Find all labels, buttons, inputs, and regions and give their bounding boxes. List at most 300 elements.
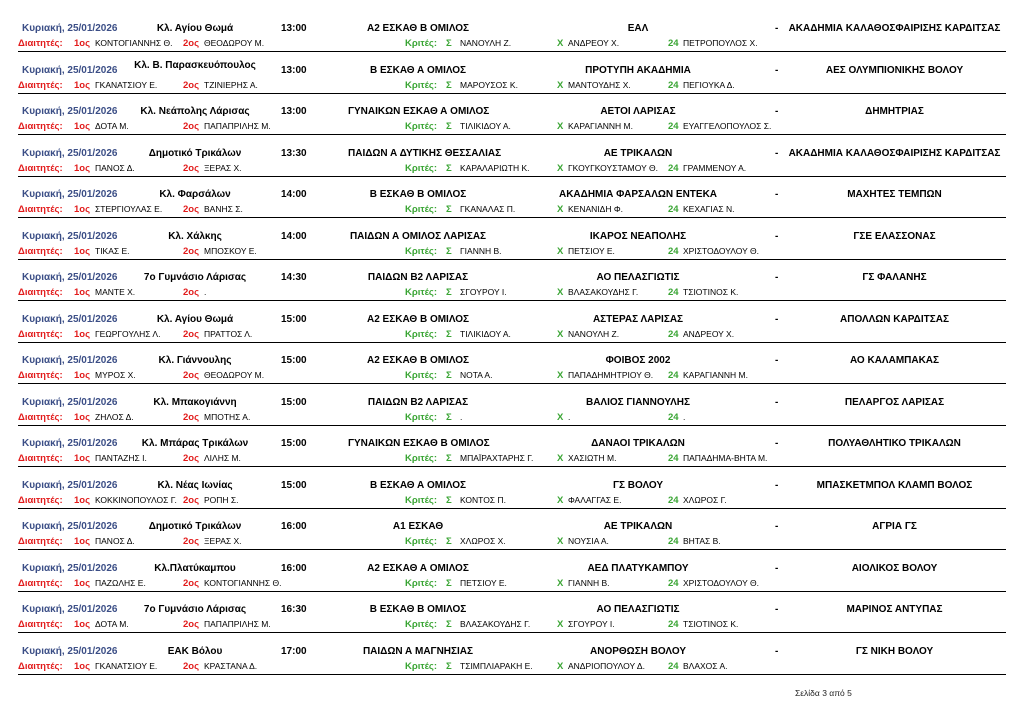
scorer-label: Σ bbox=[446, 453, 452, 464]
first-referee-label: 1ος bbox=[74, 660, 91, 672]
judges-label: Κριτές: bbox=[405, 245, 438, 257]
second-referee-label: 2ος bbox=[183, 577, 200, 589]
timer: ΑΝΔΡΙΟΠΟΥΛΟΥ Δ. bbox=[568, 660, 645, 671]
game-row bbox=[18, 437, 1006, 479]
scorer: ΣΓΟΥΡΟΥ Ι. bbox=[460, 287, 507, 297]
scorer-label: Σ bbox=[446, 38, 452, 49]
game-date: Κυριακή, 25/01/2026 bbox=[22, 521, 118, 532]
shot-clock-label: 24 bbox=[668, 38, 679, 49]
game-venue: Δημοτικό Τρικάλων bbox=[148, 147, 242, 159]
timer-label: Χ bbox=[557, 536, 564, 547]
game-row bbox=[18, 147, 1006, 189]
timer: ΦΑΛΑΓΓΑΣ Ε. bbox=[568, 494, 622, 505]
second-referee: ΘΕΟΔΩΡΟΥ Μ. bbox=[204, 370, 265, 380]
game-date: Κυριακή, 25/01/2026 bbox=[22, 189, 118, 200]
away-team: ΑΕΣ ΟΛΥΜΠΙΟΝΙΚΗΣ ΒΟΛΟΥ bbox=[825, 64, 964, 76]
scorer-label: Σ bbox=[446, 536, 452, 547]
referees-label: Διαιτητές: bbox=[18, 204, 63, 215]
timer: . bbox=[568, 411, 571, 422]
second-referee: ΠΑΠΑΠΡΙΛΗΣ Μ. bbox=[204, 619, 271, 629]
away-team: ΠΟΛΥΑΘΛΗΤΙΚΟ ΤΡΙΚΑΛΩΝ bbox=[828, 438, 961, 449]
timer: ΓΙΑΝΝΗ Β. bbox=[568, 577, 610, 588]
officials-row bbox=[18, 162, 1006, 175]
second-referee: . bbox=[204, 287, 207, 297]
vs-dash: - bbox=[775, 313, 779, 325]
shot-clock-label: 24 bbox=[668, 204, 679, 215]
vs-dash: - bbox=[775, 230, 779, 242]
timer: ΣΓΟΥΡΟΥ Ι. bbox=[568, 619, 615, 629]
home-team: ΓΣ ΒΟΛΟΥ bbox=[612, 479, 664, 491]
away-team: ΜΑΡΙΝΟΣ ΑΝΤΥΠΑΣ bbox=[846, 604, 943, 615]
game-header bbox=[18, 105, 1006, 119]
vs-dash: - bbox=[775, 355, 779, 366]
away-team: ΑΚΑΔΗΜΙΑ ΚΑΛΑΘΟΣΦΑΙΡΙΣΗΣ ΚΑΡΔΙΤΣΑΣ bbox=[788, 23, 1001, 34]
second-referee: ΡΟΠΗ Σ. bbox=[204, 494, 239, 505]
game-time: 15:00 bbox=[281, 355, 307, 366]
second-referee-label: 2ος bbox=[183, 411, 200, 423]
game-time: 15:00 bbox=[281, 313, 307, 325]
judges-label: Κριτές: bbox=[405, 79, 438, 91]
game-time: 17:00 bbox=[281, 645, 307, 657]
timer-label: Χ bbox=[557, 162, 564, 174]
shot-clock-operator: ΚΕΧΑΓΙΑΣ Ν. bbox=[683, 204, 735, 214]
game-header bbox=[18, 230, 1006, 244]
second-referee-label: 2ος bbox=[183, 370, 200, 381]
game-time: 13:30 bbox=[281, 147, 307, 159]
game-row bbox=[18, 230, 1006, 272]
timer: ΝΑΝΟΥΛΗ Ζ. bbox=[568, 328, 620, 339]
shot-clock-label: 24 bbox=[668, 494, 679, 506]
judges-label: Κριτές: bbox=[405, 536, 438, 547]
officials-row bbox=[18, 79, 1006, 92]
second-referee-label: 2ος bbox=[183, 162, 200, 174]
timer-label: Χ bbox=[557, 79, 564, 91]
timer-label: Χ bbox=[557, 287, 564, 298]
scorer: ΚΑΡΑΛΑΡΙΩΤΗ Κ. bbox=[460, 162, 530, 173]
judges-label: Κριτές: bbox=[405, 619, 438, 630]
row-divider bbox=[18, 51, 1006, 52]
game-venue: Κλ. Νεάπολης Λάρισας bbox=[140, 106, 250, 117]
row-divider bbox=[18, 508, 1006, 509]
vs-dash: - bbox=[775, 479, 779, 491]
shot-clock-label: 24 bbox=[668, 453, 679, 464]
second-referee: ΘΕΟΔΩΡΟΥ Μ. bbox=[204, 38, 265, 48]
referees-label: Διαιτητές: bbox=[18, 536, 63, 547]
second-referee-label: 2ος bbox=[183, 245, 200, 257]
game-venue: Κλ. Φαρσάλων bbox=[159, 189, 231, 200]
timer-label: Χ bbox=[557, 121, 564, 132]
game-date: Κυριακή, 25/01/2026 bbox=[22, 396, 118, 408]
officials-row bbox=[18, 494, 1006, 507]
second-referee-label: 2ος bbox=[183, 536, 200, 547]
game-date: Κυριακή, 25/01/2026 bbox=[22, 438, 118, 449]
row-divider bbox=[18, 93, 1006, 94]
second-referee-label: 2ος bbox=[183, 204, 200, 215]
first-referee-label: 1ος bbox=[74, 494, 91, 506]
scorer: ΝΟΤΑ Α. bbox=[460, 370, 493, 380]
vs-dash: - bbox=[775, 106, 779, 117]
game-time: 14:00 bbox=[281, 230, 307, 242]
game-row bbox=[18, 645, 1006, 687]
scorer: ΠΕΤΣΙΟΥ Ε. bbox=[460, 577, 507, 588]
first-referee-label: 1ος bbox=[74, 619, 91, 630]
away-team: ΠΕΛΑΡΓΟΣ ΛΑΡΙΣΑΣ bbox=[844, 396, 945, 408]
first-referee-label: 1ος bbox=[74, 287, 91, 298]
game-category: Β ΕΣΚΑΘ Β ΟΜΙΛΟΣ bbox=[369, 189, 467, 200]
game-venue: ΕΑΚ Βόλου bbox=[167, 645, 223, 657]
referees-label: Διαιτητές: bbox=[18, 287, 63, 298]
game-category: ΠΑΙΔΩΝ Β2 ΛΑΡΙΣΑΣ bbox=[367, 272, 469, 283]
timer-label: Χ bbox=[557, 204, 564, 215]
officials-row bbox=[18, 452, 1006, 465]
game-time: 13:00 bbox=[281, 64, 307, 76]
first-referee: ΚΟΝΤΟΓΙΑΝΝΗΣ Θ. bbox=[95, 38, 173, 48]
first-referee: ΖΗΛΟΣ Δ. bbox=[95, 411, 134, 422]
shot-clock-operator: ΚΑΡΑΓΙΑΝΝΗ Μ. bbox=[683, 370, 748, 380]
scorer: ΤΣΙΜΠΛΙΑΡΑΚΗ Ε. bbox=[460, 660, 533, 671]
scorer: ΜΑΡΟΥΣΟΣ Κ. bbox=[460, 79, 518, 90]
officials-row bbox=[18, 618, 1006, 631]
game-date: Κυριακή, 25/01/2026 bbox=[22, 313, 118, 325]
game-date: Κυριακή, 25/01/2026 bbox=[22, 604, 118, 615]
game-time: 15:00 bbox=[281, 438, 307, 449]
shot-clock-label: 24 bbox=[668, 619, 679, 630]
second-referee-label: 2ος bbox=[183, 79, 200, 91]
shot-clock-operator: ΠΕΤΡΟΠΟΥΛΟΣ Χ. bbox=[683, 38, 758, 48]
game-row bbox=[18, 479, 1006, 521]
second-referee-label: 2ος bbox=[183, 453, 200, 464]
officials-row bbox=[18, 120, 1006, 133]
vs-dash: - bbox=[775, 272, 779, 283]
away-team: ΓΣ ΦΑΛΑΝΗΣ bbox=[862, 272, 927, 283]
first-referee: ΣΤΕΡΓΙΟΥΛΑΣ Ε. bbox=[95, 204, 163, 214]
scorer-label: Σ bbox=[446, 328, 452, 340]
vs-dash: - bbox=[775, 64, 779, 76]
game-category: Β ΕΣΚΑΘ Β ΟΜΙΛΟΣ bbox=[369, 604, 467, 615]
second-referee-label: 2ος bbox=[183, 38, 200, 49]
scorer: ΜΠΑΪΡΑΧΤΑΡΗΣ Γ. bbox=[460, 453, 534, 463]
shot-clock-operator: ΧΡΙΣΤΟΔΟΥΛΟΥ Θ. bbox=[683, 577, 759, 588]
shot-clock-operator: ΧΛΩΡΟΣ Γ. bbox=[683, 494, 727, 505]
game-header bbox=[18, 147, 1006, 161]
first-referee: ΚΟΚΚΙΝΟΠΟΥΛΟΣ Γ. bbox=[95, 494, 177, 505]
officials-row bbox=[18, 328, 1006, 341]
game-date: Κυριακή, 25/01/2026 bbox=[22, 147, 118, 159]
shot-clock-label: 24 bbox=[668, 121, 679, 132]
row-divider bbox=[18, 466, 1006, 467]
judges-label: Κριτές: bbox=[405, 162, 438, 174]
second-referee: ΛΙΛΗΣ Μ. bbox=[204, 453, 241, 463]
home-team: ΑΚΑΔΗΜΙΑ ΦΑΡΣΑΛΩΝ ΕΝΤΕΚΑ bbox=[558, 189, 718, 200]
first-referee-label: 1ος bbox=[74, 411, 91, 423]
officials-row bbox=[18, 369, 1006, 382]
home-team: ΑΣΤΕΡΑΣ ΛΑΡΙΣΑΣ bbox=[592, 313, 684, 325]
vs-dash: - bbox=[775, 438, 779, 449]
row-divider bbox=[18, 134, 1006, 135]
scorer-label: Σ bbox=[446, 79, 452, 91]
game-date: Κυριακή, 25/01/2026 bbox=[22, 23, 118, 34]
game-header bbox=[18, 562, 1006, 576]
first-referee: ΠΑΝΟΣ Δ. bbox=[95, 536, 135, 546]
game-date: Κυριακή, 25/01/2026 bbox=[22, 230, 118, 242]
vs-dash: - bbox=[775, 396, 779, 408]
row-divider bbox=[18, 383, 1006, 384]
game-venue: Κλ. Γιάννουλης bbox=[158, 355, 232, 366]
scorer-label: Σ bbox=[446, 162, 452, 174]
shot-clock-label: 24 bbox=[668, 79, 679, 91]
officials-row bbox=[18, 535, 1006, 548]
away-team: ΑΟ ΚΑΛΑΜΠΑΚΑΣ bbox=[849, 355, 940, 366]
game-time: 14:00 bbox=[281, 189, 307, 200]
shot-clock-label: 24 bbox=[668, 245, 679, 257]
judges-label: Κριτές: bbox=[405, 577, 438, 589]
away-team: ΓΣΕ ΕΛΑΣΣΟΝΑΣ bbox=[853, 230, 936, 242]
row-divider bbox=[18, 591, 1006, 592]
referees-label: Διαιτητές: bbox=[18, 577, 63, 589]
game-date: Κυριακή, 25/01/2026 bbox=[22, 272, 118, 283]
scorer: ΒΛΑΣΑΚΟΥΔΗΣ Γ. bbox=[460, 619, 531, 629]
timer-label: Χ bbox=[557, 328, 564, 340]
game-venue: 7ο Γυμνάσιο Λάρισας bbox=[143, 604, 247, 615]
game-category: ΓΥΝΑΙΚΩΝ ΕΣΚΑΘ Β ΟΜΙΛΟΣ bbox=[348, 438, 490, 449]
shot-clock-label: 24 bbox=[668, 577, 679, 589]
officials-row bbox=[18, 286, 1006, 299]
first-referee-label: 1ος bbox=[74, 328, 91, 340]
game-venue: Κλ. Χάλκης bbox=[168, 230, 222, 242]
second-referee: ΚΡΑΣΤΑΝΑ Δ. bbox=[204, 660, 258, 671]
shot-clock-operator: ΧΡΙΣΤΟΔΟΥΛΟΥ Θ. bbox=[683, 245, 759, 256]
game-header bbox=[18, 479, 1006, 493]
game-category: Α1 ΕΣΚΑΘ bbox=[392, 521, 444, 532]
row-divider bbox=[18, 425, 1006, 426]
home-team: ΦΟΙΒΟΣ 2002 bbox=[605, 355, 671, 366]
shot-clock-operator: ΠΑΠΑΔΗΜΑ-ΒΗΤΑ Μ. bbox=[683, 453, 768, 463]
shot-clock-label: 24 bbox=[668, 536, 679, 547]
second-referee-label: 2ος bbox=[183, 121, 200, 132]
row-divider bbox=[18, 217, 1006, 218]
judges-label: Κριτές: bbox=[405, 411, 438, 423]
away-team: ΑΙΟΛΙΚΟΣ ΒΟΛΟΥ bbox=[851, 562, 938, 574]
shot-clock-operator: ΒΛΑΧΟΣ Α. bbox=[683, 660, 728, 671]
game-header bbox=[18, 520, 1006, 534]
timer: ΒΛΑΣΑΚΟΥΔΗΣ Γ. bbox=[568, 287, 639, 297]
officials-row bbox=[18, 577, 1006, 590]
first-referee: ΔΟΤΑ Μ. bbox=[95, 619, 129, 629]
vs-dash: - bbox=[775, 645, 779, 657]
game-row bbox=[18, 396, 1006, 438]
shot-clock-label: 24 bbox=[668, 287, 679, 298]
scorer: ΚΟΝΤΟΣ Π. bbox=[460, 494, 506, 505]
game-row bbox=[18, 562, 1006, 604]
row-divider bbox=[18, 342, 1006, 343]
referees-label: Διαιτητές: bbox=[18, 619, 63, 630]
game-category: Α2 ΕΣΚΑΘ Β ΟΜΙΛΟΣ bbox=[366, 313, 470, 325]
judges-label: Κριτές: bbox=[405, 660, 438, 672]
scorer: ΓΙΑΝΝΗ Β. bbox=[460, 245, 502, 256]
scorer-label: Σ bbox=[446, 287, 452, 298]
game-header bbox=[18, 271, 1006, 285]
scorer-label: Σ bbox=[446, 245, 452, 257]
game-venue: Κλ. Αγίου Θωμά bbox=[156, 313, 234, 325]
scorer-label: Σ bbox=[446, 577, 452, 589]
second-referee: ΜΠΟΣΚΟΥ Ε. bbox=[204, 245, 257, 256]
scorer: ΤΙΛΙΚΙΔΟΥ Α. bbox=[460, 121, 511, 131]
shot-clock-label: 24 bbox=[668, 411, 679, 423]
first-referee-label: 1ος bbox=[74, 162, 91, 174]
second-referee: ΞΕΡΑΣ Χ. bbox=[204, 536, 242, 546]
game-category: ΠΑΙΔΩΝ Α ΜΑΓΝΗΣΙΑΣ bbox=[362, 645, 474, 657]
second-referee: ΤΖΙΝΙΕΡΗΣ Α. bbox=[204, 79, 258, 90]
home-team: ΑΝΟΡΘΩΣΗ ΒΟΛΟΥ bbox=[590, 645, 686, 657]
second-referee: ΚΟΝΤΟΓΙΑΝΝΗΣ Θ. bbox=[204, 577, 282, 588]
vs-dash: - bbox=[775, 521, 779, 532]
referees-label: Διαιτητές: bbox=[18, 328, 63, 340]
game-venue: Κλ. Μπάρας Τρικάλων bbox=[141, 438, 249, 449]
vs-dash: - bbox=[775, 23, 779, 34]
scorer-label: Σ bbox=[446, 660, 452, 672]
shot-clock-operator: . bbox=[683, 411, 686, 422]
officials-row bbox=[18, 37, 1006, 50]
game-row bbox=[18, 105, 1006, 147]
game-date: Κυριακή, 25/01/2026 bbox=[22, 562, 118, 574]
referees-label: Διαιτητές: bbox=[18, 370, 63, 381]
game-time: 15:00 bbox=[281, 479, 307, 491]
second-referee-label: 2ος bbox=[183, 619, 200, 630]
game-header bbox=[18, 645, 1006, 659]
home-team: ΑΟ ΠΕΛΑΣΓΙΩΤΙΣ bbox=[596, 604, 680, 615]
row-divider bbox=[18, 674, 1006, 675]
home-team: ΑΟ ΠΕΛΑΣΓΙΩΤΙΣ bbox=[596, 272, 680, 283]
referees-label: Διαιτητές: bbox=[18, 411, 63, 423]
game-time: 16:30 bbox=[281, 604, 307, 615]
game-header bbox=[18, 603, 1006, 617]
second-referee-label: 2ος bbox=[183, 660, 200, 672]
away-team: ΑΚΑΔΗΜΙΑ ΚΑΛΑΘΟΣΦΑΙΡΙΣΗΣ ΚΑΡΔΙΤΣΑΣ bbox=[788, 147, 1001, 159]
game-time: 14:30 bbox=[281, 272, 307, 283]
first-referee-label: 1ος bbox=[74, 577, 91, 589]
game-date: Κυριακή, 25/01/2026 bbox=[22, 106, 118, 117]
shot-clock-operator: ΒΗΤΑΣ Β. bbox=[683, 536, 721, 546]
shot-clock-operator: ΑΝΔΡΕΟΥ Χ. bbox=[683, 328, 735, 339]
game-venue: Δημοτικό Τρικάλων bbox=[148, 521, 242, 532]
away-team: ΔΗΜΗΤΡΙΑΣ bbox=[865, 106, 924, 117]
referees-label: Διαιτητές: bbox=[18, 121, 63, 132]
shot-clock-label: 24 bbox=[668, 660, 679, 672]
referees-label: Διαιτητές: bbox=[18, 245, 63, 257]
game-header bbox=[18, 188, 1006, 202]
game-category: Α2 ΕΣΚΑΘ Β ΟΜΙΛΟΣ bbox=[366, 355, 470, 366]
judges-label: Κριτές: bbox=[405, 204, 438, 215]
vs-dash: - bbox=[775, 189, 779, 200]
away-team: ΜΑΧΗΤΕΣ ΤΕΜΠΩΝ bbox=[847, 189, 942, 200]
second-referee: ΠΡΑΤΤΟΣ Λ. bbox=[204, 328, 253, 339]
vs-dash: - bbox=[775, 147, 779, 159]
game-venue: Κλ. Β. Παρασκευόπουλος bbox=[134, 59, 256, 71]
game-header bbox=[18, 22, 1006, 36]
second-referee: ΞΕΡΑΣ Χ. bbox=[204, 162, 242, 173]
second-referee: ΠΑΠΑΠΡΙΛΗΣ Μ. bbox=[204, 121, 271, 131]
game-date: Κυριακή, 25/01/2026 bbox=[22, 479, 118, 491]
game-header bbox=[18, 59, 1006, 78]
judges-label: Κριτές: bbox=[405, 494, 438, 506]
first-referee-label: 1ος bbox=[74, 370, 91, 381]
referees-label: Διαιτητές: bbox=[18, 162, 63, 174]
game-time: 13:00 bbox=[281, 106, 307, 117]
game-category: ΠΑΙΔΩΝ Α ΔΥΤΙΚΗΣ ΘΕΣΣΑΛΙΑΣ bbox=[348, 147, 502, 159]
home-team: ΑΕ ΤΡΙΚΑΛΩΝ bbox=[603, 147, 673, 159]
first-referee: ΠΑΖΩΛΗΣ Ε. bbox=[95, 577, 146, 588]
away-team: ΑΓΡΙΑ ΓΣ bbox=[872, 521, 917, 532]
timer: ΝΟΥΣΙΑ Α. bbox=[568, 536, 609, 546]
timer: ΜΑΝΤΟΥΔΗΣ Χ. bbox=[568, 79, 631, 90]
timer-label: Χ bbox=[557, 370, 564, 381]
referees-label: Διαιτητές: bbox=[18, 453, 63, 464]
referees-label: Διαιτητές: bbox=[18, 660, 63, 672]
row-divider bbox=[18, 259, 1006, 260]
game-header bbox=[18, 313, 1006, 327]
scorer: ΓΚΑΝΑΛΑΣ Π. bbox=[460, 204, 516, 214]
first-referee-label: 1ος bbox=[74, 204, 91, 215]
timer-label: Χ bbox=[557, 245, 564, 257]
timer-label: Χ bbox=[557, 660, 564, 672]
first-referee-label: 1ος bbox=[74, 453, 91, 464]
timer: ΧΑΣΙΩΤΗ Μ. bbox=[568, 453, 617, 463]
timer: ΚΕΝΑΝΙΔΗ Φ. bbox=[568, 204, 623, 214]
home-team: ΑΕΔ ΠΛΑΤΥΚΑΜΠΟΥ bbox=[587, 562, 689, 574]
judges-label: Κριτές: bbox=[405, 328, 438, 340]
game-venue: 7ο Γυμνάσιο Λάρισας bbox=[143, 272, 247, 283]
game-row bbox=[18, 188, 1006, 230]
shot-clock-operator: ΤΣΙΟΤΙΝΟΣ Κ. bbox=[683, 619, 739, 629]
home-team: ΔΑΝΑΟΙ ΤΡΙΚΑΛΩΝ bbox=[591, 438, 685, 449]
game-category: ΓΥΝΑΙΚΩΝ ΕΣΚΑΘ Α ΟΜΙΛΟΣ bbox=[348, 106, 490, 117]
game-row bbox=[18, 271, 1006, 313]
judges-label: Κριτές: bbox=[405, 38, 438, 49]
timer-label: Χ bbox=[557, 619, 564, 630]
away-team: ΜΠΑΣΚΕΤΜΠΟΛ ΚΛΑΜΠ ΒΟΛΟΣ bbox=[816, 479, 973, 491]
first-referee-label: 1ος bbox=[74, 121, 91, 132]
timer: ΠΑΠΑΔΗΜΗΤΡΙΟΥ Θ. bbox=[568, 370, 654, 380]
first-referee: ΜΑΝΤΕ Χ. bbox=[95, 287, 136, 297]
game-venue: Κλ. Νέας Ιωνίας bbox=[157, 479, 233, 491]
timer-label: Χ bbox=[557, 494, 564, 506]
row-divider bbox=[18, 176, 1006, 177]
officials-row bbox=[18, 203, 1006, 216]
scorer-label: Σ bbox=[446, 121, 452, 132]
timer: ΑΝΔΡΕΟΥ Χ. bbox=[568, 38, 620, 48]
game-venue: Κλ.Πλατύκαμπου bbox=[154, 562, 236, 574]
shot-clock-operator: ΓΡΑΜΜΕΝΟΥ Α. bbox=[683, 162, 747, 173]
timer-label: Χ bbox=[557, 411, 564, 423]
game-category: ΠΑΙΔΩΝ Α ΟΜΙΛΟΣ ΛΑΡΙΣΑΣ bbox=[349, 230, 487, 242]
game-category: Β ΕΣΚΑΘ Α ΟΜΙΛΟΣ bbox=[369, 479, 467, 491]
referees-label: Διαιτητές: bbox=[18, 494, 63, 506]
home-team: ΙΚΑΡΟΣ ΝΕΑΠΟΛΗΣ bbox=[589, 230, 687, 242]
timer-label: Χ bbox=[557, 453, 564, 464]
first-referee: ΔΟΤΑ Μ. bbox=[95, 121, 129, 131]
game-row bbox=[18, 313, 1006, 355]
judges-label: Κριτές: bbox=[405, 287, 438, 298]
first-referee: ΓΚΑΝΑΤΣΙΟΥ Ε. bbox=[95, 79, 158, 90]
timer-label: Χ bbox=[557, 577, 564, 589]
first-referee-label: 1ος bbox=[74, 245, 91, 257]
shot-clock-label: 24 bbox=[668, 328, 679, 340]
first-referee: ΜΥΡΟΣ Χ. bbox=[95, 370, 136, 380]
game-row bbox=[18, 603, 1006, 645]
game-category: Α2 ΕΣΚΑΘ Β ΟΜΙΛΟΣ bbox=[366, 23, 470, 34]
game-row bbox=[18, 59, 1006, 106]
scorer: ΝΑΝΟΥΛΗ Ζ. bbox=[460, 38, 512, 48]
